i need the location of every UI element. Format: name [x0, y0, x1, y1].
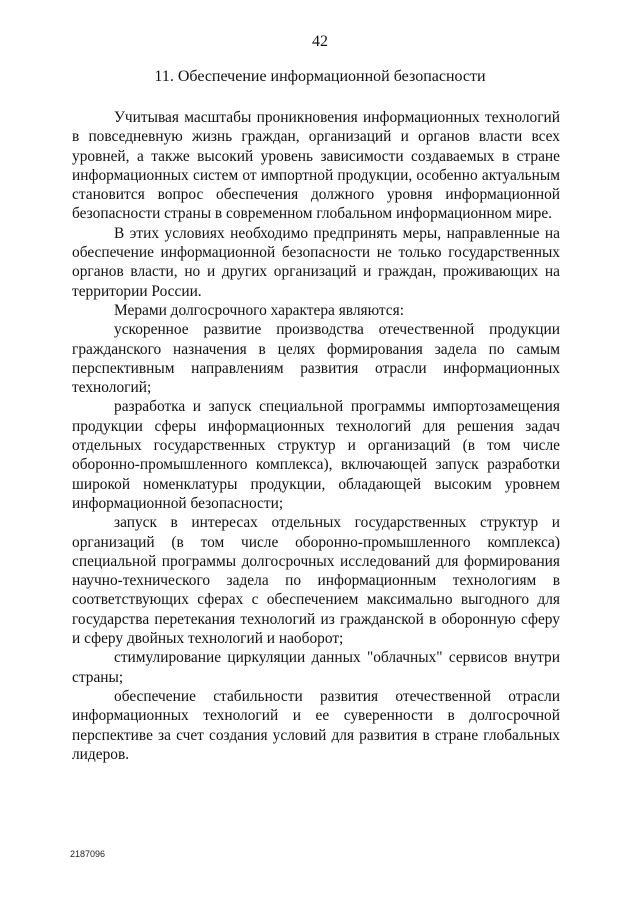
document-body	[72, 108, 560, 764]
paragraph-intro: Учитывая масштабы проникновения информационных технологий в повседневную жизнь граждан, организаций и органов власти всех уровней, а также высокий уровень зависимости создаваемых в стране информационных систем от импортной продукции, особенно актуальным становится вопрос обеспечения должного уровня информационной безопасности страны в современном глобальном информационном мире.	[72, 109, 560, 223]
page-number: 42	[312, 33, 328, 50]
section-title: 11. Обеспечение информационной безопасности	[154, 68, 486, 85]
paragraph-conditions: В этих условиях необходимо предпринять меры, направленные на обеспечение информационной безопасности не только государственных органов власти, но и других организаций и граждан, проживающих на территории России.	[72, 224, 560, 300]
list-item-accelerated-development: ускоренное развитие производства отечественной продукции гражданского назначения в целях формирования задела по самым перспективным направлениям развития отрасли информационных технологий;	[72, 321, 560, 397]
document-footer-code: 2187096	[70, 849, 106, 859]
list-item-industry-stability: обеспечение стабильности развития отечественной отрасли информационных технологий и ее суверенности в долгосрочной перспективе за счет создания условий для развития в стране глобальных лидеров.	[72, 687, 560, 763]
paragraph-long-term-measures-heading: Мерами долгосрочного характера являются:	[114, 301, 404, 319]
list-item-research-program: запуск в интересах отдельных государственных структур и организаций (в том числе оборонно-промышленного комплекса) специальной программы долгосрочных исследований для формирования научно-технического задела по информационным технологиям в соответствующих сферах с обеспечением максимально выгодного для государства перетекания технологий из гражданской в оборонную сферу и сферу двойных технологий и наоборот;	[72, 514, 560, 648]
list-item-import-substitution-program: разработка и запуск специальной программы импортозамещения продукции сферы информационных технологий для решения задач отдельных государственных структур и организаций (в том числе оборонно-промышленного комплекса), включающей запуск разработки широкой номенклатуры продукции, обладающей высоким уровнем информационной безопасности;	[72, 398, 560, 512]
list-item-cloud-data-circulation: стимулирование циркуляции данных "облачных" сервисов внутри страны;	[72, 649, 560, 686]
